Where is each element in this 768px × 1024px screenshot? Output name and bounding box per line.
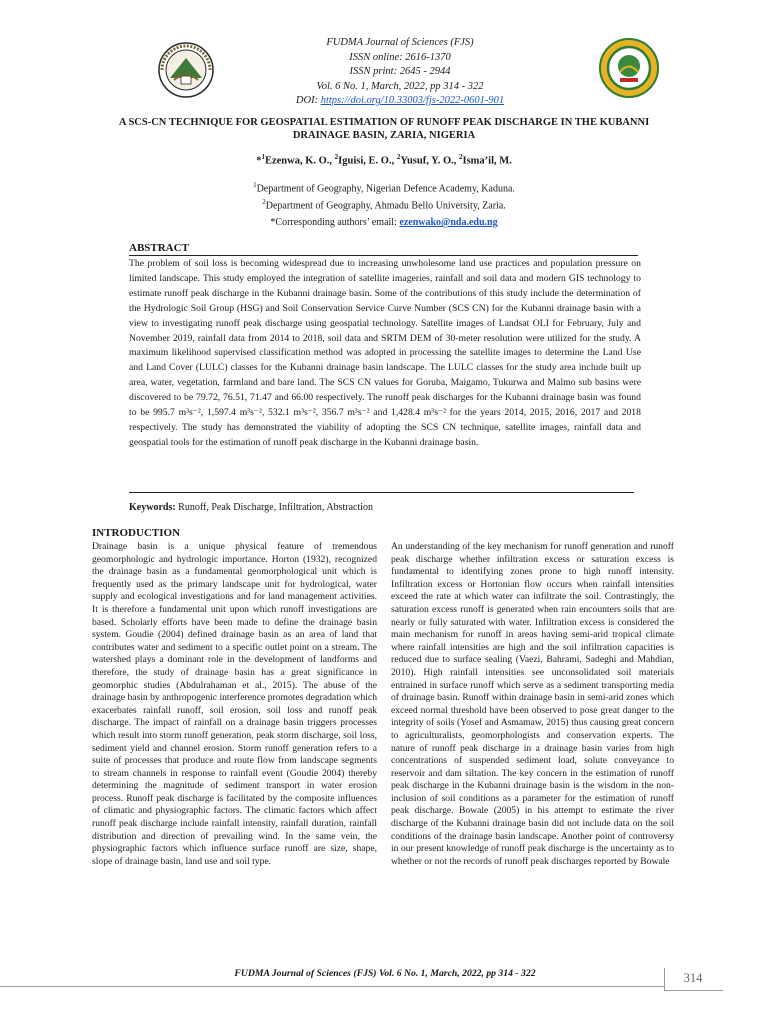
- author-name: Ezenwa, K. O.,: [264, 155, 335, 167]
- page-footer: FUDMA Journal of Sciences (FJS) Vol. 6 No. 1, March, 2022, pp 314 - 322: [234, 968, 536, 979]
- affiliation-sup: 2: [262, 197, 266, 206]
- issn-online: ISSN online: 2616-1370: [349, 51, 451, 63]
- abstract-top-rule: [129, 255, 638, 256]
- doi-line: [200, 94, 600, 109]
- author-name: Yusuf, Y. O.,: [400, 155, 459, 167]
- corresponding-label: *Corresponding authors’ email:: [270, 217, 397, 228]
- affiliation-2: [100, 196, 668, 213]
- affiliation-text: Department of Geography, Nigerian Defence Academy, Kaduna.: [256, 183, 515, 195]
- abstract-text: The problem of soil loss is becoming widespread due to increasing unwholesome land use practices and population pressure on limited landscape. This study employed the integration of satellite imageries, rainfall and soil data and modern GIS technology to estimate runoff peak discharge in the Kubanni drainage basin. Some of the contributions of this study include the determination of the Hydrologic Soil Group (HSG) and Soil Conservation Service Curve Number (SCS CN) for the Kubanni drainage basin with a view to investigating runoff peak discharge using geospatial technology. Satellite images of Landsat OLI for February, July and November 2019, rainfall data from 2014 to 2018, soil data and SRTM DEM of 30-meter resolution were utilized for the study. A maximum likelihood supervised classification method was adopted in processing the satellite images to determine the Land Use and Land Cover (LULC) classes for the Kubanni drainage basin landscape. The LULC classes for the study area include built up area, water, vegetation, farmland and bare land. The SCS CN values for Goruba, Maigamo, Tukurwa and Malmo sub basins were discovered to be 79.72, 76.51, 71.47 and 66.00 respectively. The runoff peak discharges for the Kubanni drainage basin was found to be 995.7 m³s⁻², 1,597.4 m³s⁻², 532.1 m³s⁻², 356.7 m³s⁻² and 1,428.4 m³s⁻² for the years 2014, 2015, 2016, 2017 and 2018 respectively. The study has demonstrated the viability of adopting the SCS CN technique, satellite images, rainfall data and geospatial tools for the estimation of runoff peak discharge in the Kubanni drainage basin.: [129, 258, 641, 448]
- abstract-heading: ABSTRACT: [129, 242, 189, 254]
- introduction-right-column: An understanding of the key mechanism for runoff generation and runoff peak discharge whether infiltration excess or saturation excess is fundamental to identifying zones prone to high runoff intensity. Infiltration excess or Hortonian flow occurs when rainfall intensities exceed the rate at which water can infiltrate the soil. Contrastingly, the saturation excess runoff is generated when rain encounters soils that are nearly or fully saturated with water. Infiltration excess is considered the main mechanism for runoff in areas having semi-arid tropical climate where rainfall intensities are high and the soil infiltration capacities is reduced due to surface sealing (Vaezi, Bahrami, Sadeghi and Mahdian, 2010). High rainfall intensities see unconsolidated soil materials entrained in surface runoff which serve as a sediment transporting media of drainage basin. Runoff within drainage basin in semi-arid zones which exceed normal threshold have been observed to pose great danger to the integrity of soils (Yosef and Asmamaw, 2015) thus causing great concern to agriculturalists, geomorphologists and conservation experts. The nature of runoff peak discharge in a drainage basin varies from high concentrations of suspended sediment load, solute conveyance to reservoir and dam siltation. The key concern in the estimation of runoff peak discharge in the Kubanni drainage basin is the wisdom in the non-inclusion of soil conditions as a parameter for the estimation of runoff peak discharge. Bowale (2005) in his attempt to estimate the river discharge of the Kubanni drainage basin did not include data on the soil conditions of the drainage basin landscape. Another point of controversy in our present knowledge of runoff peak discharge is the uncertainty as to whether or not the records of runoff peak discharges reported by Bowale: [391, 541, 674, 867]
- footer-rule: [0, 986, 664, 987]
- affiliation-text: Department of Geography, Ahmadu Bello University, Zaria.: [265, 200, 506, 212]
- issn-print: ISSN print: 2645 - 2944: [349, 66, 451, 77]
- affiliation-sup: 1: [253, 181, 257, 189]
- corresponding-author: [100, 217, 668, 228]
- author-sup: 1: [261, 153, 265, 161]
- journal-name: FUDMA Journal of Sciences (FJS): [326, 37, 474, 48]
- author-sup: 2: [334, 153, 339, 161]
- keywords: [129, 502, 373, 513]
- doi-label: DOI:: [295, 95, 319, 106]
- volume-info: Vol. 6 No. 1, March, 2022, pp 314 - 322: [316, 80, 484, 92]
- doi-link[interactable]: https://doi.org/10.33003/fjs-2022-0601-901: [320, 95, 505, 106]
- author-list: [100, 153, 668, 167]
- affiliation-1: [100, 179, 668, 196]
- affiliations: [100, 179, 668, 213]
- paper-title: A SCS-CN TECHNIQUE FOR GEOSPATIAL ESTIMATION OF RUNOFF PEAK DISCHARGE IN THE KUBANNI DRAINAGE BASIN, ZARIA, NIGERIA: [118, 117, 650, 141]
- corresponding-email-link[interactable]: ezenwako@nda.edu.ng: [399, 217, 498, 228]
- keywords-label: Keywords:: [129, 502, 176, 513]
- author-sup: 2: [458, 153, 463, 161]
- introduction-left-column: Drainage basin is a unique physical feature of tremendous geomorphologic and hydrologic importance. Horton (1932), recognized the drainage basin as a fundamental geomorphological unit which is frequently used as the primary landscape unit for hydrological, water supply and ecological investigations and for land management activities. It is therefore a fundamental unit upon which runoff investigations are based. Scholarly efforts have been made to define the drainage basin system. Goudie (2004) defined drainage basin as an area of land that contributes water and sediment to a specific outlet point on a stream. The watershed plays a dominant role in the development of landforms and therefore, the study of drainage basin has a great significance in geomorphic studies (Abdulrahaman et al., 2015). The abuse of the drainage basin by anthropogenic interference promotes degradation which exacerbates rainfall runoff, soil erosion, soil loss and runoff peak discharge. The impact of rainfall on a drainage basin triggers processes which result into storm runoff generation, peak storm discharge, soil loss, sediment yield and channel erosion. Storm runoff generation refers to a suite of processes that produce and route flow from landscape segments to stream channels in response to rainfall event (Goudie 2004) thereby determining the magnitude of sediment transport in water erosion process. Runoff peak discharge is facilitated by the composite influences of climatic and physiographic factors. The climatic factors which affect runoff peak discharge include rainfall intensity, rainfall duration, rainfall distribution and direction of prevailing wind. In the same vein, the physiographic factors which influence surface runoff are size, shape, slope of drainage basin, land use and soil type.: [92, 541, 377, 867]
- journal-seal-logo: [598, 37, 660, 99]
- author-prefix: *: [256, 155, 262, 167]
- author-name: Iguisi, E. O.,: [338, 155, 397, 167]
- keywords-text: Runoff, Peak Discharge, Infiltration, Abstraction: [178, 502, 374, 513]
- author-sup: 2: [396, 153, 401, 161]
- introduction-heading: INTRODUCTION: [92, 527, 181, 539]
- journal-header: [200, 36, 600, 109]
- page-number: 314: [683, 971, 703, 985]
- author-name: Isma’il, M.: [462, 155, 512, 167]
- abstract-bottom-rule: [129, 492, 634, 493]
